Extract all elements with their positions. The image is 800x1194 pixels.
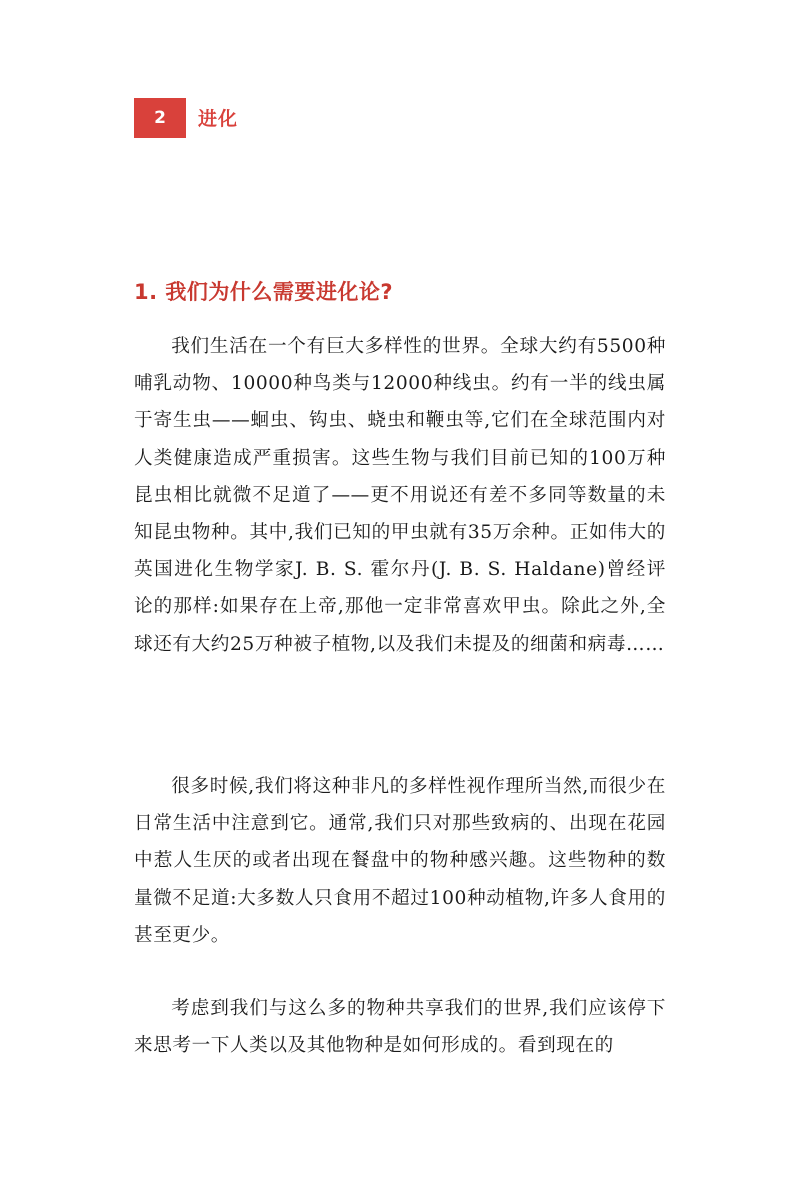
paragraph-2: 很多时候,我们将这种非凡的多样性视作理所当然,而很少在日常生活中注意到它。通常,我们只对那些致病的、出现在花园中惹人生厌的或者出现在餐盘中的物种感兴趣。这些物种的数量微不足道:大多数人只食用不超过100种动植物,许多人食用的甚至更少。 bbox=[134, 776, 666, 946]
paragraph-1: 我们生活在一个有巨大多样性的世界。全球大约有5500种哺乳动物、10000种鸟类与12000种线虫。约有一半的线虫属于寄生虫——蛔虫、钩虫、蛲虫和鞭虫等,它们在全球范围内对人类健康造成严重损害。这些生物与我们目前已知的100万种昆虫相比就微不足道了——更不用说还有差不多同等数量的未知昆虫物种。其中,我们已知的甲虫就有35万余种。正如伟大的英国进化生物学家J. B. S. 霍尔丹(J. B. S. Haldane)曾经评论的那样:如果存在上帝,那他一定非常喜欢甲虫。除此之外,全球还有大约25万种被子植物,以及我们未提及的细菌和病毒…… bbox=[134, 336, 666, 655]
page-number-badge bbox=[134, 98, 186, 138]
chapter-title: 进化 bbox=[198, 108, 239, 130]
paragraph-3: 考虑到我们与这么多的物种共享我们的世界,我们应该停下来思考一下人类以及其他物种是如何形成的。看到现在的 bbox=[134, 998, 666, 1057]
section-heading: 1. 我们为什么需要进化论? bbox=[134, 280, 394, 304]
page-number: 2 bbox=[154, 108, 166, 128]
